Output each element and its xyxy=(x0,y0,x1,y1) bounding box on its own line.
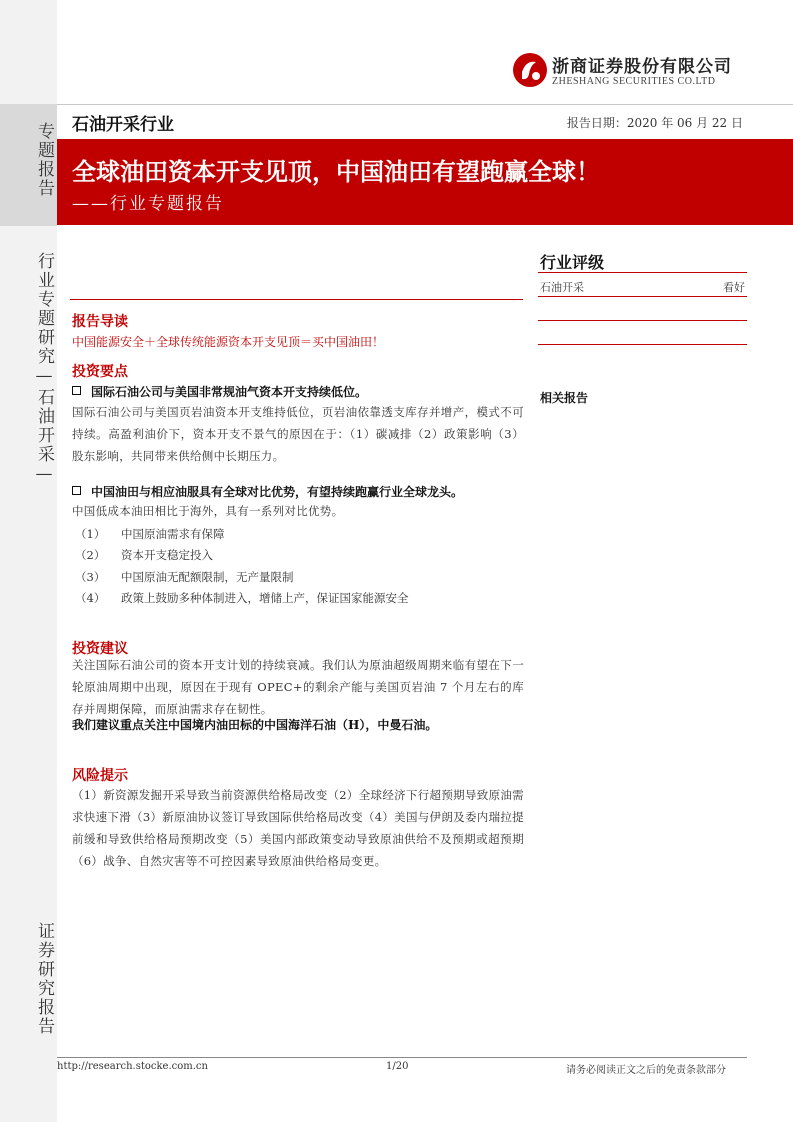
report-date: 报告日期：2020 年 06 月 22 日 xyxy=(566,116,743,130)
list-item: （4） 政策上鼓励多种体制进入，增储上产，保证国家能源安全 xyxy=(75,591,409,605)
rating-divider xyxy=(538,296,747,297)
rating-value: 看好 xyxy=(723,281,745,294)
checkbox-bullet-icon xyxy=(72,386,81,395)
bullet-item xyxy=(72,383,367,400)
rating-divider xyxy=(538,344,747,345)
footer-disclaimer: 请务必阅读正文之后的免责条款部分 xyxy=(566,1065,726,1076)
sidebar-label-bottom: 证券研究报告 xyxy=(34,922,54,1036)
rating-sector: 石油开采 xyxy=(540,281,584,294)
checkbox-bullet-icon xyxy=(72,486,81,495)
risk-heading: 风险提示 xyxy=(72,768,128,784)
footer-divider xyxy=(57,1057,747,1058)
content-divider xyxy=(70,299,523,300)
paragraph: （1）新资源发掘开采导致当前资源供给格局改变（2）全球经济下行超预期导致原油需求快速下滑（3）新原油协议签订导致国际供给格局改变（4）美国与伊朗及委内瑞拉提前缓和导致供给格局预期改变（5）美国内部政策变动导致原油供给不及预期或超预期（6）战争、自然灾害等不可控因素导致原油供给格局变更。 xyxy=(72,788,524,868)
points-heading: 投资要点 xyxy=(72,364,128,380)
intro-heading: 报告导读 xyxy=(72,314,128,330)
related-reports-title: 相关报告 xyxy=(540,391,589,405)
report-subtitle: ——行业专题报告 xyxy=(72,194,224,214)
intro-text: 中国能源安全＋全球传统能源资本开支见顶＝买中国油田！ xyxy=(72,335,385,349)
list-item: （2） 资本开支稳定投入 xyxy=(75,548,213,562)
header-divider xyxy=(57,104,793,105)
advice-heading: 投资建议 xyxy=(72,641,128,657)
list-item: （1） 中国原油需求有保障 xyxy=(75,527,225,541)
rating-divider xyxy=(538,272,747,273)
footer-url[interactable]: http://research.stocke.com.cn xyxy=(57,1061,208,1072)
bullet-item xyxy=(72,483,463,500)
industry-label: 石油开采行业 xyxy=(72,115,174,135)
paragraph: 关注国际石油公司的资本开支计划的持续衰减。我们认为原油超级周期来临有望在下一轮原油周期中出现，原因在于现有 OPEC+的剩余产能与美国页岩油 7 个月左右的库存并周期保障，而原油需求存在韧性。 xyxy=(72,658,524,716)
bullet-text: 国际石油公司与美国非常规油气资本开支持续低位。 xyxy=(91,385,368,399)
rating-divider xyxy=(538,320,747,321)
bullet-text: 中国油田与相应油服具有全球对比优势，有望持续跑赢行业全球龙头。 xyxy=(91,485,464,499)
sidebar-label-top: 专题报告 xyxy=(34,122,54,198)
report-title: 全球油田资本开支见顶，中国油田有望跑赢全球！ xyxy=(72,158,600,186)
list-item: （3） 中国原油无配额限制，无产量限制 xyxy=(75,570,294,584)
company-name-en: ZHESHANG SECURITIES CO.LTD xyxy=(552,76,716,87)
company-logo-icon xyxy=(512,52,548,88)
recommendation-text: 我们建议重点关注中国境内油田标的中国海洋石油（H），中曼石油。 xyxy=(72,718,438,732)
sidebar-label-middle: 行业专题研究—石油开采— xyxy=(34,252,54,486)
paragraph: 中国低成本油田相比于海外，具有一系列对比优势。 xyxy=(72,504,344,518)
company-name-cn: 浙商证券股份有限公司 xyxy=(552,57,732,77)
rating-title: 行业评级 xyxy=(540,253,605,272)
rating-row xyxy=(540,279,745,295)
page-number: 1/20 xyxy=(386,1061,409,1072)
paragraph: 国际石油公司与美国页岩油资本开支维持低位，页岩油依靠透支库存并增产，模式不可持续。高盈利油价下，资本开支不景气的原因在于：（1）碳减排（2）政策影响（3）股东影响，共同带来供给侧中长期压力。 xyxy=(72,405,524,463)
